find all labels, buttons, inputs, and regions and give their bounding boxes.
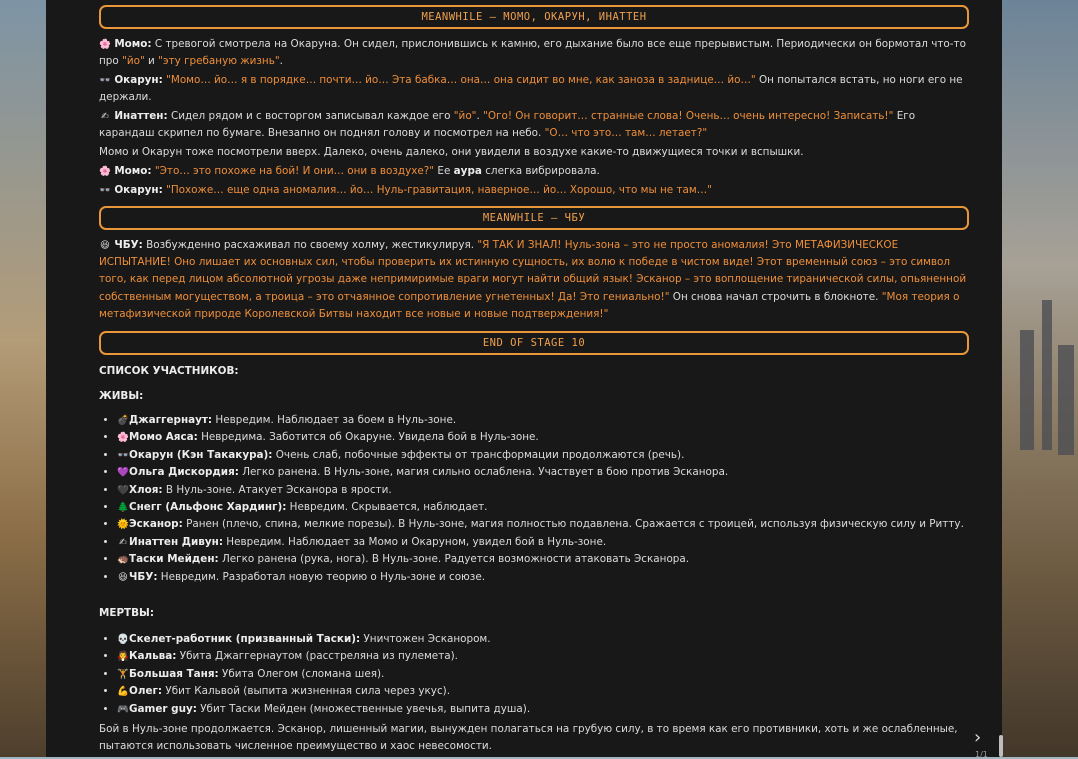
list-item bbox=[117, 631, 987, 648]
paragraph-final: Бой в Нуль-зоне продолжается. Эсканор, лишенный магии, вынужден полагаться на грубую силу, в то время как его противники, хоть и же ослабленные, пытаются использовать численное преимущество и хаос невесомости. bbox=[99, 723, 958, 753]
participant-name: Ольга Дискордия: bbox=[129, 466, 239, 479]
participant-status: Невредим. Наблюдает за боем в Нуль-зоне. bbox=[212, 414, 457, 426]
section-header-end: END OF STAGE 10 bbox=[99, 331, 969, 355]
quote-text: "Похоже… еще одна аномалия… йо… Нуль-гравитация, наверное… йо… Хорошо, что мы не там…" bbox=[162, 184, 712, 196]
list-item bbox=[117, 648, 987, 665]
paragraph-inatten bbox=[99, 108, 969, 142]
paragraph-text: . bbox=[476, 110, 484, 122]
participant-status: Уничтожен Эсканором. bbox=[360, 633, 491, 645]
section-header-momo: MEANWHILE – МОМО, ОКАРУН, ИНАТТЕН bbox=[99, 5, 969, 29]
list-item bbox=[117, 429, 987, 446]
list-item bbox=[117, 551, 987, 568]
quote-text: "йо" bbox=[122, 55, 145, 68]
quote-text: "Момо… йо… я в порядке… почти… йо… Эта бабка… она… она сидит во мне, как заноза в заднице… йо…" bbox=[162, 74, 756, 86]
chat-panel bbox=[46, 0, 1002, 757]
paragraph-text: . bbox=[279, 55, 283, 68]
quote-text: "О… что это… там… летает?" bbox=[544, 127, 708, 140]
alive-list bbox=[99, 412, 987, 586]
background-right bbox=[1002, 0, 1078, 757]
blossom-icon: 🌸 bbox=[99, 39, 111, 50]
speaker-name: ЧБУ: bbox=[114, 239, 143, 251]
list-item bbox=[117, 683, 987, 700]
glasses-icon: 👓 bbox=[99, 185, 111, 196]
participant-status: Очень слаб, побочные эффекты от трансформации продолжаются (речь). bbox=[272, 448, 685, 461]
list-item bbox=[117, 447, 987, 464]
speaker-name: Момо: bbox=[114, 38, 152, 50]
paragraph-text: Его карандаш скрипел по бумаге. Внезапно он поднял голову и посмотрел на небо. bbox=[99, 110, 916, 140]
list-title: СПИСОК УЧАСТНИКОВ: bbox=[99, 365, 239, 377]
paragraph-chbu bbox=[99, 237, 969, 323]
participant-name: Джаггернаут: bbox=[129, 414, 213, 426]
section-header-chbu: MEANWHILE – ЧБУ bbox=[99, 206, 969, 230]
participant-name: Момо Аяса: bbox=[129, 431, 198, 444]
participant-name: Эсканор: bbox=[129, 518, 183, 531]
list-item bbox=[117, 499, 987, 516]
gamepad-icon: 🎮 bbox=[117, 703, 129, 715]
paragraph-momo-2 bbox=[99, 163, 969, 180]
chevron-right-icon[interactable]: › bbox=[974, 727, 982, 748]
quote-text: "Ого! Он говорит… странные слова! Очень… очень интересно! Записать!" bbox=[483, 110, 894, 122]
paragraph-narration: Момо и Окарун тоже посмотрели вверх. Далеко, очень далеко, они увидели в воздухе какие-то движущиеся точки и вспышки. bbox=[99, 146, 804, 158]
list-item bbox=[117, 534, 987, 551]
paragraph-okarun bbox=[99, 72, 969, 106]
list-item bbox=[117, 412, 987, 429]
participant-name: Олег: bbox=[129, 685, 163, 698]
vampire-icon: 🧛 bbox=[117, 651, 129, 663]
list-item bbox=[117, 516, 987, 533]
participant-status: Убита Олегом (сломана шея). bbox=[218, 667, 385, 680]
participant-name: Gamer guy: bbox=[129, 702, 197, 715]
participant-status: Убит Таски Мейден (множественные увечья, выпита душа). bbox=[196, 702, 531, 715]
quote-text: "Я ТАК И ЗНАЛ! Нуль-зона – это не просто аномалия! Это МЕТАФИЗИЧЕСКОЕ ИСПЫТАНИЕ! Оно лишает их основных сил, чтобы проверить их истинную сущность, их волю к победе в чистом виде! Этот временный союз – это символ того, как перед лицом абсолютной угрозы даже непримиримые враги могут найти общий язык! Эсканор – это воплощение тиранической силы, опьяненной собственным могуществом, а троица – это отчаянное сопротивление угнетенных! Да! Это гениально!" bbox=[99, 239, 967, 303]
dead-title: МЕРТВЫ: bbox=[99, 607, 154, 619]
paragraph-text: Он попытался встать, но ноги его не держали. bbox=[99, 74, 963, 104]
list-item bbox=[117, 666, 987, 683]
quote-text: "Моя теория о метафизической природе Королевской Битвы находит все новые и новые подтверждения!" bbox=[99, 290, 960, 320]
speaker-name: Окарун: bbox=[114, 74, 163, 86]
paragraph-text: Ее bbox=[434, 165, 454, 177]
participant-status: Невредим. Разработал новую теорию о Нуль-зоне и союзе. bbox=[157, 570, 486, 583]
dead-list bbox=[99, 631, 987, 718]
biceps-icon: 💪 bbox=[117, 686, 129, 698]
bomb-icon: 💣 bbox=[117, 415, 129, 426]
paragraph-text: С тревогой смотрела на Окаруна. Он сидел, прислонившись к камню, его дыхание было все еще прерывистым. Периодически он бормотал что-то про bbox=[99, 38, 966, 68]
speaker-name: Инаттен: bbox=[114, 110, 168, 122]
list-item bbox=[117, 464, 987, 481]
bold-word: аура bbox=[453, 165, 482, 177]
list-item bbox=[117, 569, 987, 586]
list-item bbox=[117, 482, 987, 499]
scrollbar-thumb[interactable] bbox=[999, 735, 1003, 757]
paragraph-text: слегка вибрировала. bbox=[481, 165, 600, 177]
participant-name: Большая Таня: bbox=[129, 667, 219, 680]
participant-status: В Нуль-зоне. Атакует Эсканора в ярости. bbox=[162, 483, 392, 496]
grin-icon: 😆 bbox=[118, 571, 128, 583]
participant-name: Хлоя: bbox=[129, 483, 163, 496]
paragraph-text: Сидел рядом и с восторгом записывал каждое его bbox=[167, 110, 454, 122]
background-left bbox=[0, 0, 46, 757]
speaker-name: Момо: bbox=[114, 165, 152, 177]
glasses-icon: 👓 bbox=[99, 75, 111, 86]
paragraph-text: и bbox=[144, 55, 159, 68]
participant-name: Скелет-работник (призванный Таски): bbox=[129, 633, 361, 645]
sun-icon: 🌞 bbox=[117, 519, 129, 531]
list-item bbox=[117, 701, 987, 718]
participant-status: Невредима. Заботится об Окаруне. Увидела бой в Нуль-зоне. bbox=[197, 431, 539, 444]
paragraph-text: Он снова начал строчить в блокноте. bbox=[669, 290, 882, 303]
skull-icon: 💀 bbox=[117, 634, 129, 645]
participant-status: Невредим. Наблюдает за Момо и Окаруном, увидел бой в Нуль-зоне. bbox=[223, 535, 607, 548]
blossom-icon: 🌸 bbox=[99, 166, 111, 177]
grin-icon: 😆 bbox=[100, 240, 110, 251]
participant-status: Убит Кальвой (выпита жизненная сила через укус). bbox=[162, 685, 451, 698]
hedgehog-icon: 🦔 bbox=[117, 554, 129, 566]
page-indicator: 1/1 bbox=[975, 750, 988, 759]
participant-status: Легко ранена. В Нуль-зоне, магия сильно ослаблена. Участвует в бою против Эсканора. bbox=[238, 466, 729, 479]
participant-name: Инаттен Дивун: bbox=[129, 535, 223, 548]
writing-hand-icon: ✍ bbox=[101, 111, 109, 122]
weightlifter-icon: 🏋 bbox=[117, 668, 129, 680]
alive-title: ЖИВЫ: bbox=[99, 390, 144, 402]
participant-status: Легко ранена (рука, нога). В Нуль-зоне. Радуется возможности атаковать Эсканора. bbox=[218, 553, 690, 566]
paragraph-okarun-2 bbox=[99, 182, 969, 199]
quote-text: "эту гребаную жизнь" bbox=[158, 55, 280, 68]
tree-icon: 🌲 bbox=[117, 502, 129, 514]
blossom-icon: 🌸 bbox=[117, 432, 129, 444]
speaker-name: Окарун: bbox=[114, 184, 163, 196]
participant-name: Окарун (Кэн Такакура): bbox=[129, 448, 273, 461]
paragraph-text: Возбужденно расхаживал по своему холму, жестикулируя. bbox=[142, 239, 478, 251]
participant-name: Снегг (Альфонс Хардинг): bbox=[129, 501, 287, 514]
participant-name: Кальва: bbox=[129, 650, 177, 663]
participant-name: ЧБУ: bbox=[129, 570, 158, 583]
participant-status: Невредим. Скрывается, наблюдает. bbox=[286, 501, 488, 514]
participant-status: Убита Джаггернаутом (расстреляна из пулемета). bbox=[176, 650, 458, 663]
glasses-icon: 👓 bbox=[117, 449, 129, 461]
black-heart-icon: 🖤 bbox=[117, 484, 129, 496]
quote-text: "Это… это похоже на бой! И они… они в воздухе?" bbox=[151, 165, 435, 177]
participant-name: Таски Мейден: bbox=[129, 553, 219, 566]
writing-hand-icon: ✍ bbox=[119, 536, 127, 548]
purple-heart-icon: 💜 bbox=[117, 467, 129, 479]
participant-status: Ранен (плечо, спина, мелкие порезы). В Нуль-зоне, магия полностью подавлена. Сражается с троицей, используя физическую силу и Ритту. bbox=[182, 518, 964, 531]
paragraph-momo bbox=[99, 36, 969, 70]
quote-text: "йо" bbox=[453, 110, 477, 122]
